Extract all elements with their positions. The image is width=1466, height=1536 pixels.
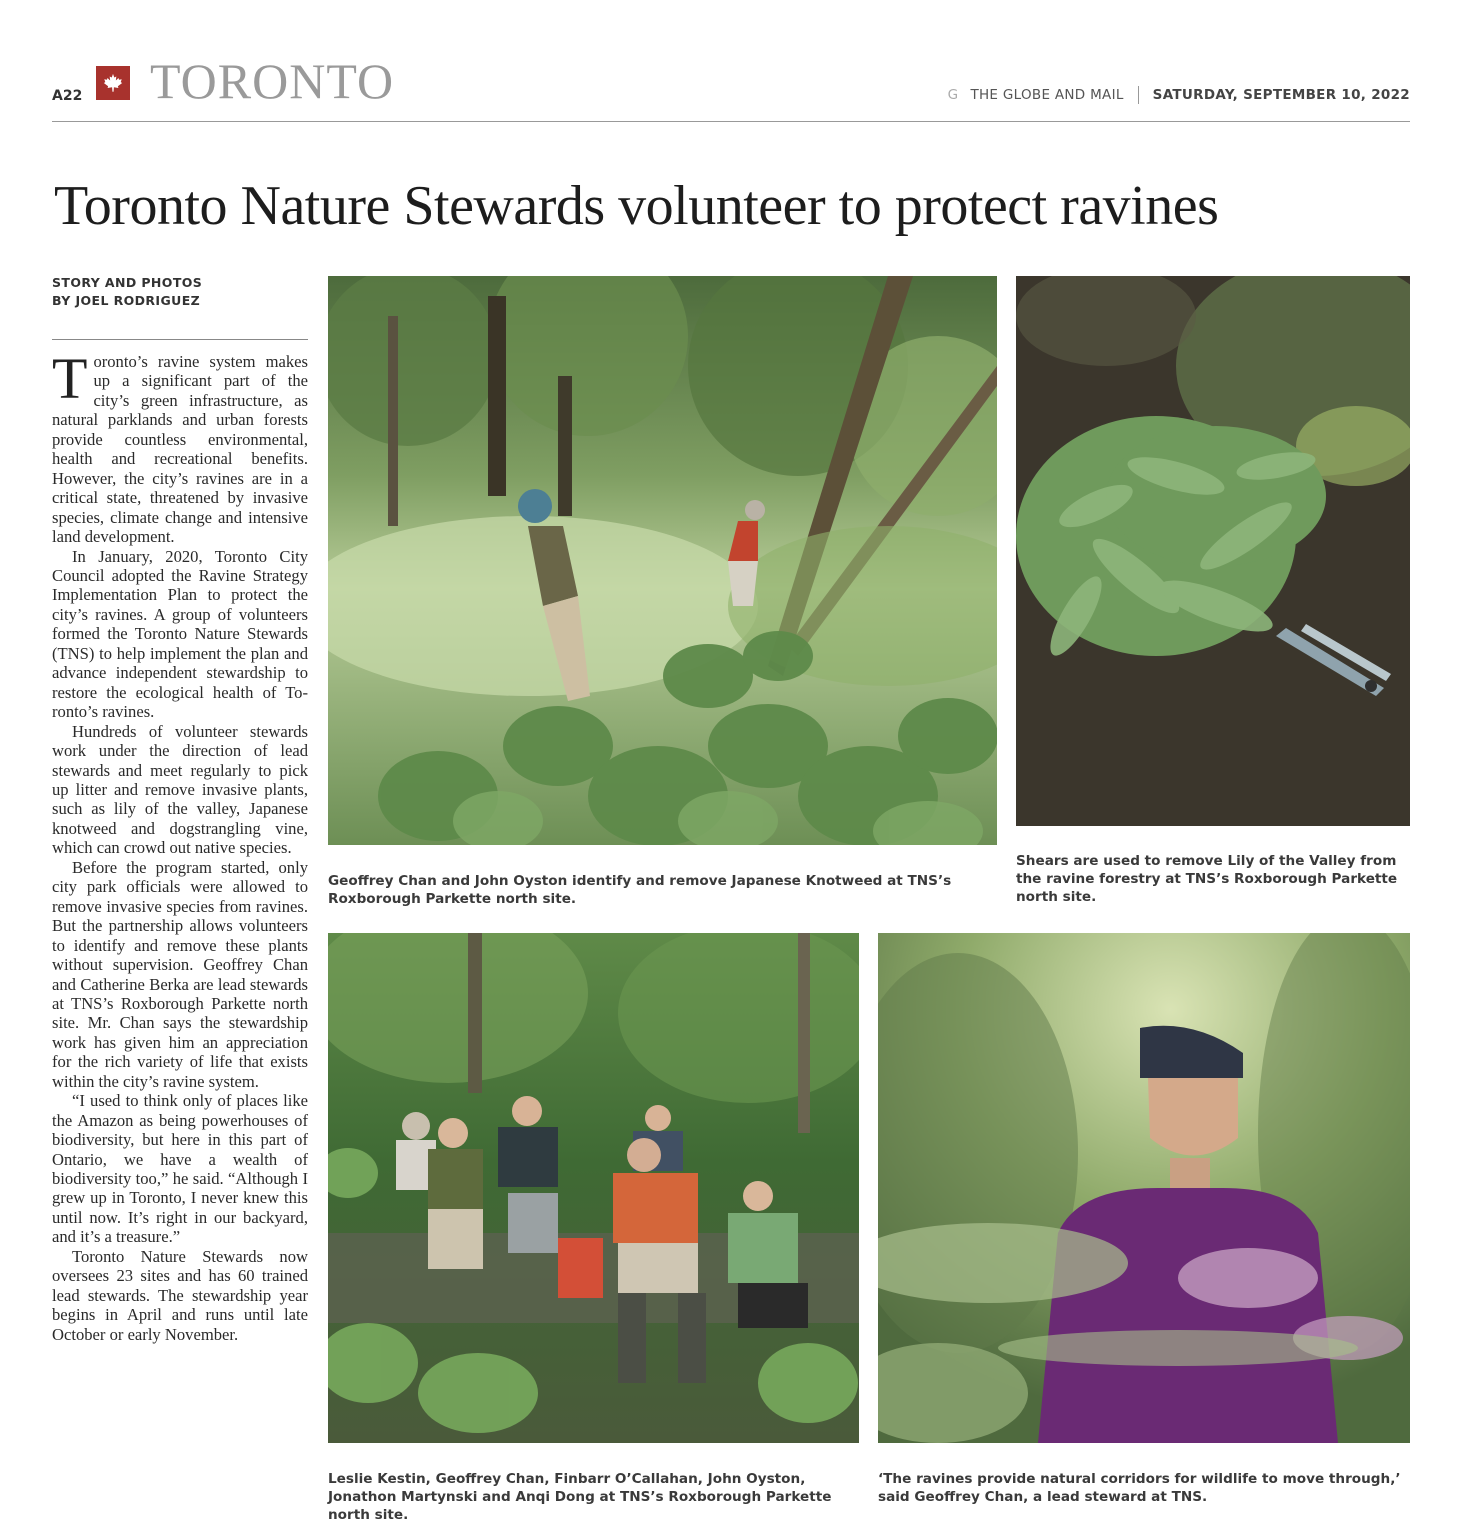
paragraph: In January, 2020, Toronto City Council adopted the Ravine Strategy Implementation Plan to protect the city’s ravines. A group of volunteers formed the Toronto Nature Stewards (TNS) to help implement the plan and advance independent stewardship to restore the ecological health of Toronto’s ravines. <box>52 546 308 722</box>
paragraph-text: oronto’s ravine system makes up a significant part of the city’s green infrastructure, as natural parklands and urban forests provide countless environmental, health and recreational benefits. However, the city’s ravines are in a critical state, threatened by invasive species, climate change and intensive land development. <box>52 352 308 547</box>
headline: Toronto Nature Stewards volunteer to protect ravines <box>54 175 1219 237</box>
masthead-rule <box>52 121 1410 122</box>
group-photo-image <box>328 933 859 1443</box>
byline-line-2: BY JOEL RODRIGUEZ <box>52 293 201 308</box>
paragraph: Before the program started, only city park officials were allowed to remove invasive species from ravines. But the partnership allows volunteers to identify and remove these plants without supervision. Geoffrey Chan and Catherine Berka are lead stewards at TNS’s Roxborough Parkette north site. Mr. Chan says the stewardship work has given him an appreciation for the rich variety of life that exists within the city’s ravine system. <box>52 857 308 1091</box>
photo-group-volunteers <box>328 933 859 1443</box>
photo-knotweed-removal <box>328 276 997 845</box>
photo-caption: Shears are used to remove Lily of the Valley from the ravine forestry at TNS’s Roxborough Parkette north site. <box>1016 853 1398 905</box>
photo-caption: Leslie Kestin, Geoffrey Chan, Finbarr O’Callahan, John Oyston, Jonathon Martynski and Anqi Dong at TNS’s Roxborough Parkette north site. <box>328 1471 832 1523</box>
paragraph: Hundreds of volunteer stewards work under the direction of lead stewards and meet regularly to pick up litter and remove invasive plants, such as lily of the valley, Japanese knotweed and dogstrangling vine, which can crowd out native species. <box>52 721 308 858</box>
forest-photo-image <box>328 276 997 845</box>
photo-caption: Geoffrey Chan and John Oyston identify and remove Japanese Knotweed at TNS’s Roxborough Parkette north site. <box>328 873 952 907</box>
section-title: TORONTO <box>150 53 395 109</box>
issue-date: SATURDAY, SEPTEMBER 10, 2022 <box>1152 87 1410 103</box>
section-logo <box>96 66 130 100</box>
byline <box>52 274 308 310</box>
portrait-photo-image <box>878 933 1410 1443</box>
shears-photo-image <box>1016 276 1410 826</box>
drop-cap: T <box>52 346 88 411</box>
paper-name: THE GLOBE AND MAIL <box>970 87 1124 103</box>
photo-shears-lily <box>1016 276 1410 826</box>
byline-line-1: STORY AND PHOTOS <box>52 275 203 290</box>
photo-portrait-geoffrey-chan <box>878 933 1410 1443</box>
paragraph: “I used to think only of places like the Amazon as being powerhouses of biodiversity, but here in this part of Ontario, we have a wealth of biodiversity too,” he said. “Although I grew up in Toronto, I never knew this until now. It’s right in our backyard, and it’s a treasure.” <box>52 1091 308 1247</box>
globe-g-icon: G <box>947 87 959 103</box>
masthead <box>52 53 1410 122</box>
photo-caption: ‘The ravines provide natural corridors for wildlife to move through,’ said Geoffrey Chan, a lead steward at TNS. <box>878 1471 1401 1505</box>
divider <box>1138 86 1139 104</box>
paragraph <box>52 346 308 547</box>
page-number: A22 <box>52 88 83 104</box>
byline-rule <box>52 339 308 340</box>
paragraph: Toronto Nature Stewards now oversees 23 sites and has 60 trained lead stewards. The stewardship year begins in April and runs until late October or early November. <box>52 1246 308 1344</box>
maple-leaf-icon <box>102 72 124 94</box>
article-body <box>52 346 308 1344</box>
paper-info <box>948 86 1410 104</box>
